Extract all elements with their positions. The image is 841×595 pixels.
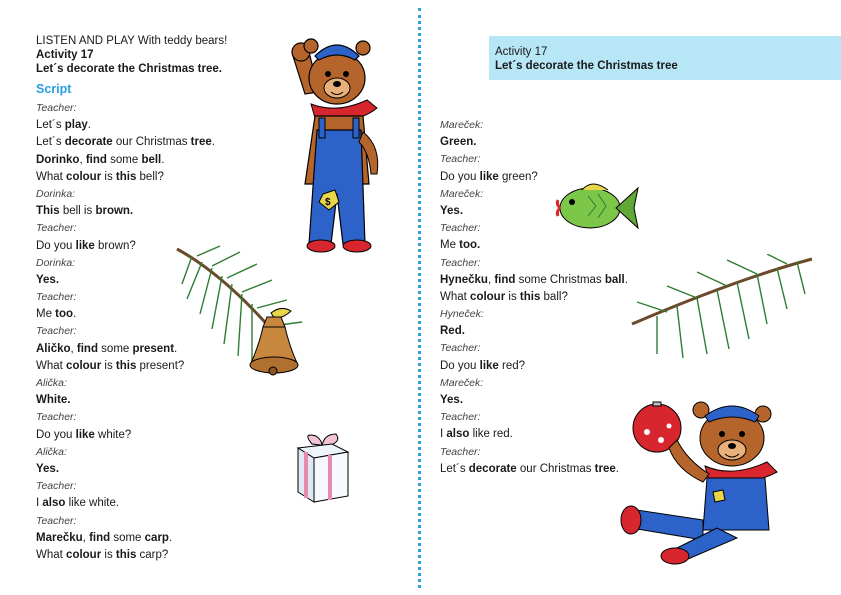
dialogue-line: Dorinko, find some bell. [36, 153, 165, 166]
speaker-label: Dorinka: [36, 256, 76, 269]
banner-activity-number: Activity 17 [495, 46, 548, 58]
activity-number: Activity 17 [36, 49, 94, 61]
activity-title: Let´s decorate the Christmas tree. [36, 63, 222, 75]
speaker-label: Teacher: [36, 222, 77, 235]
speaker-label: Teacher: [36, 480, 77, 493]
dialogue-line: What colour is this carp? [36, 548, 169, 561]
left-header [36, 34, 227, 76]
speaker-label: Teacher: [36, 291, 77, 304]
dialogue-line: I also like white. [36, 497, 120, 510]
speaker-label: Teacher: [36, 102, 77, 114]
dialogue-line: Me too. [36, 308, 77, 321]
dialogue-line: Yes. [36, 273, 60, 286]
dialogue-line: Let´s decorate our Christmas tree. [440, 462, 619, 475]
dialogue-line: This bell is brown. [36, 205, 134, 218]
svg-text:$: $ [325, 197, 331, 208]
speaker-label: Mareček: [440, 376, 484, 389]
dialogue-line: Do you like brown? [36, 239, 136, 252]
teddy-bear-waving-icon [285, 34, 400, 254]
left-page [0, 0, 418, 595]
dialogue-line: Yes. [440, 394, 464, 406]
dialogue-line: Green. [440, 136, 477, 149]
banner-activity-title: Let´s decorate the Christmas tree [495, 60, 678, 72]
speaker-label: Mareček: [440, 119, 484, 131]
speaker-label: Teacher: [440, 222, 481, 235]
dialogue-line: Let´s decorate our Christmas tree. [36, 136, 215, 149]
dialogue-line: Yes. [36, 462, 60, 475]
dialogue-line: What colour is this bell? [36, 170, 164, 183]
speaker-label: Alička: [36, 445, 67, 458]
dialogue-line: Yes. [440, 204, 464, 217]
dialogue-line: Me too. [440, 239, 481, 252]
speaker-label: Teacher: [440, 342, 481, 355]
speaker-label: Teacher: [36, 325, 77, 338]
dialogue-line: Aličko, find some present. [36, 342, 178, 355]
fir-branch-icon [627, 254, 817, 364]
speaker-label: Teacher: [36, 411, 77, 424]
dialogue-line: Do you like green? [440, 170, 538, 183]
dialogue-line: Do you like white? [36, 428, 132, 441]
dialogue-line: Red. [440, 325, 465, 338]
activity-banner [489, 36, 841, 80]
right-script-lines [440, 117, 628, 478]
dialogue-line: White. [36, 394, 71, 407]
speaker-label: Hyneček: [440, 308, 484, 321]
dialogue-line: What colour is this present? [36, 359, 185, 372]
dialogue-line: Do you like red? [440, 359, 526, 372]
speaker-label: Teacher: [440, 445, 481, 458]
page-divider [418, 8, 421, 588]
speaker-label: Mareček: [440, 187, 484, 200]
speaker-label: Teacher: [440, 411, 481, 424]
speaker-label: Teacher: [36, 514, 77, 527]
series-title: LISTEN AND PLAY With teddy bears! [36, 35, 228, 47]
dialogue-line: Let´s play. [36, 119, 91, 132]
script-heading: Script [36, 82, 72, 96]
dialogue-line: I also like red. [440, 428, 513, 441]
speaker-label: Dorinka: [36, 187, 76, 200]
dialogue-line: Hynečku, find some Christmas ball. [440, 273, 628, 286]
green-fish-icon [552, 178, 642, 238]
teddy-bear-sitting-icon [617, 400, 792, 565]
gift-box-icon [292, 430, 352, 505]
speaker-label: Teacher: [440, 153, 481, 166]
right-page [422, 0, 841, 595]
speaker-label: Alička: [36, 377, 67, 389]
speaker-label: Teacher: [440, 256, 481, 269]
dialogue-line: Marečku, find some carp. [36, 531, 173, 544]
dialogue-line: What colour is this ball? [440, 290, 568, 303]
bell-ornament-icon [245, 305, 305, 380]
